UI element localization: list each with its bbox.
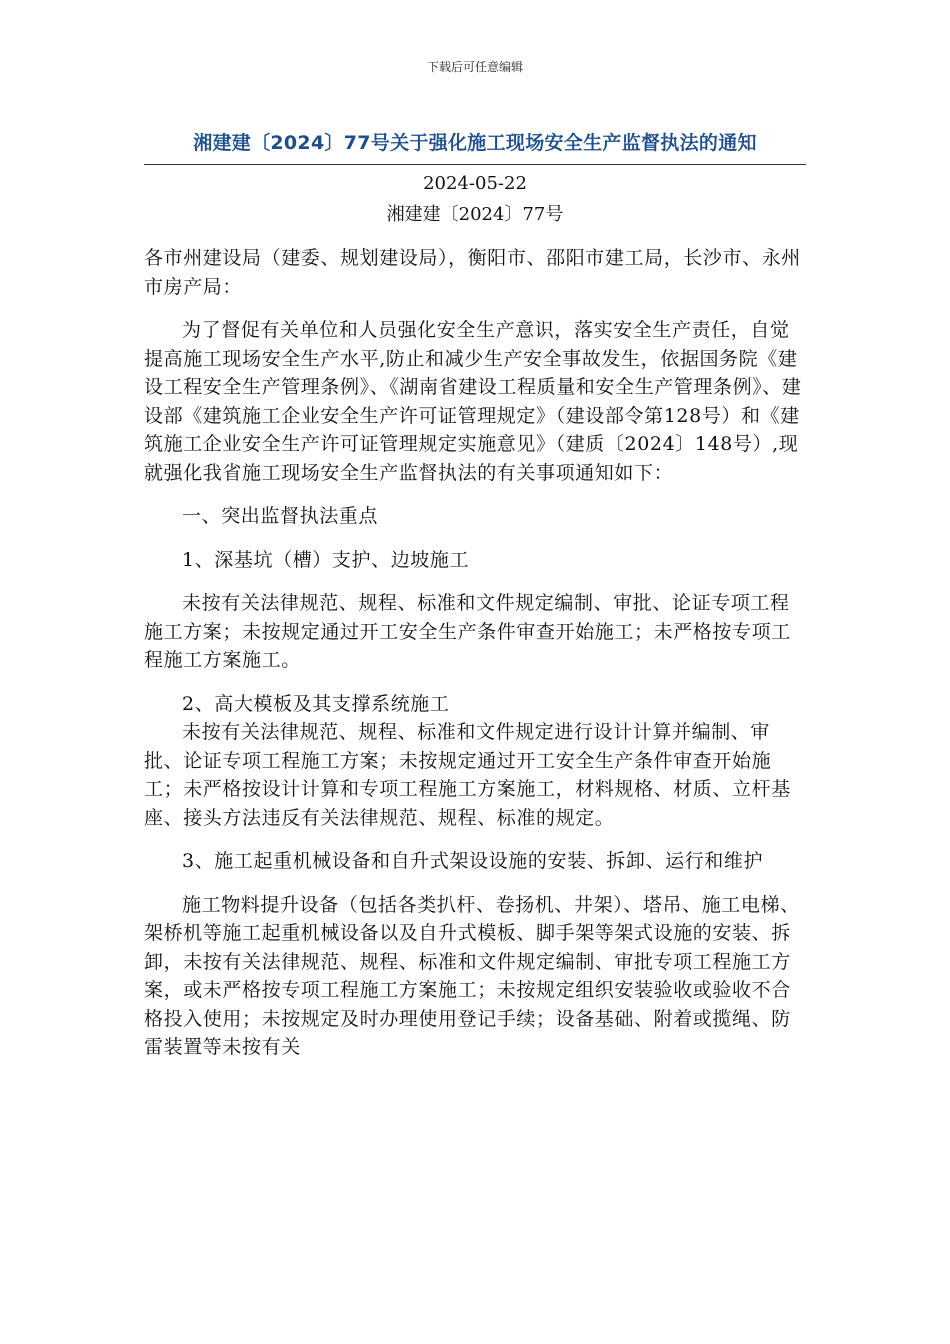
- header-note: 下载后可任意编辑: [426, 60, 523, 74]
- item-body-2: 未按有关法律规范、规程、标准和文件规定进行设计计算并编制、审批、论证专项工程施工方案；未按规定通过开工安全生产条件审查开始施工；未严格按设计计算和专项工程施工方案施工，材料规格、材质、立杆基座、接头方法违反有关法律规范、规程、标准的规定。: [144, 721, 791, 829]
- document-number: 湘建建〔2024〕77号: [386, 204, 564, 225]
- title-divider: [144, 164, 806, 165]
- section-heading-1: 一、突出监督执法重点: [182, 505, 379, 527]
- item-heading-1: 1、深基坑（槽）支护、边坡施工: [182, 548, 470, 571]
- document-date: 2024-05-22: [423, 173, 527, 194]
- intro-paragraph: 为了督促有关单位和人员强化安全生产意识，落实安全生产责任，自觉提高施工现场安全生产水平,防止和减少生产安全事故发生，依据国务院《建设工程安全生产管理条例》、《湖南省建设工程质量和安全生产管理条例》、建设部《建筑施工企业安全生产许可证管理规定》（建设部令第128号）和《建筑施工企业安全生产许可证管理规定实施意见》（建质〔2024〕148号）,现就强化我省施工现场安全生产监督执法的有关事项通知如下：: [144, 319, 802, 484]
- document-body: [144, 244, 806, 1077]
- document-title: 湘建建〔2024〕77号关于强化施工现场安全生产监督执法的通知: [193, 132, 757, 154]
- item-heading-2: 2、高大模板及其支撑系统施工: [182, 692, 450, 715]
- item-heading-3: 3、施工起重机械设备和自升式架设设施的安装、拆卸、运行和维护: [182, 850, 764, 872]
- item-body-1: 未按有关法律规范、规程、标准和文件规定编制、审批、论证专项工程施工方案；未按规定通过开工安全生产条件审查开始施工；未严格按专项工程施工方案施工。: [144, 592, 791, 671]
- item-body-3: 施工物料提升设备（包括各类扒杆、卷扬机、井架）、塔吊、施工电梯、架桥机等施工起重机械设备以及自升式模板、脚手架等架式设施的安装、拆卸，未按有关法律规范、规程、标准和文件规定编制、审批专项工程施工方案，或未严格按专项工程施工方案施工；未按规定组织安装验收或验收不合格投入使用；未按规定及时办理使用登记手续；设备基础、附着或揽绳、防雷装置等未按有关: [144, 893, 800, 1058]
- salutation-paragraph: 各市州建设局（建委、规划建设局），衡阳市、邵阳市建工局，长沙市、永州市房产局：: [144, 247, 801, 298]
